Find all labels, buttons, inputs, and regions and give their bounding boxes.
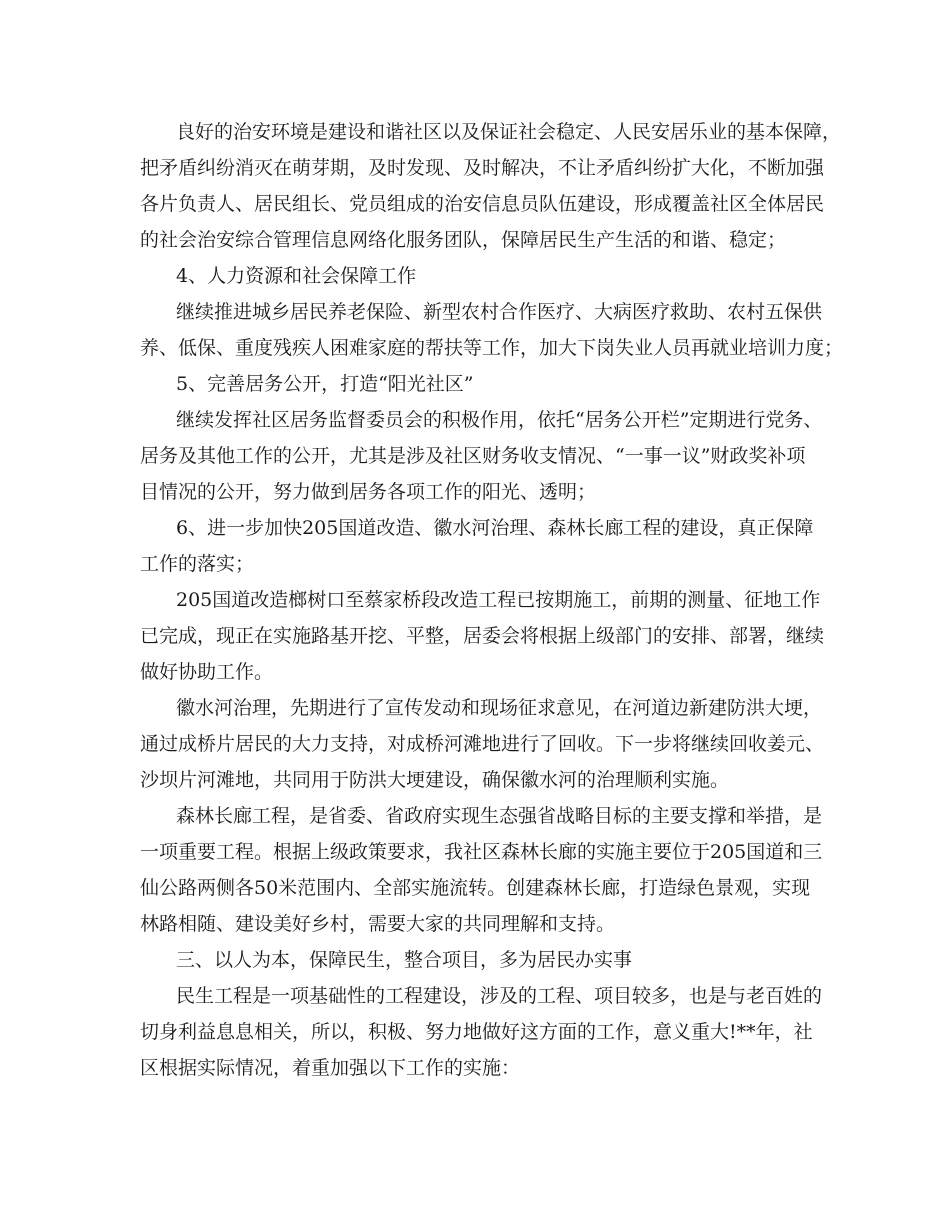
body-text-line: 林路相随、建设美好乡村，需要大家的共同理解和支持。 [140,913,616,935]
section-heading: 三、以人为本，保障民生，整合项目，多为居民办实事 [176,949,633,971]
body-text-line: 已完成，现正在实施路基开挖、平整，居委会将根据上级部门的安排、部署，继续 [140,625,825,647]
body-text-line: 沙坝片河滩地，共同用于防洪大埂建设，确保徽水河的治理顺利实施。 [140,769,730,791]
body-text-line: 区根据实际情况，着重加强以下工作的实施： [140,1057,521,1079]
body-text-line: 目情况的公开，努力做到居务各项工作的阳光、透明； [140,481,597,503]
body-text-line: 徽水河治理，先期进行了宣传发动和现场征求意见，在河道边新建防洪大埂， [176,697,823,719]
body-text-line: 民生工程是一项基础性的工程建设，涉及的工程、项目较多，也是与老百姓的 [176,985,823,1007]
body-text-line: 各片负责人、居民组长、党员组成的治安信息员队伍建设，形成覆盖社区全体居民 [140,193,825,215]
body-text-line: 通过成桥片居民的大力支持，对成桥河滩地进行了回收。下一步将继续回收姜元、 [140,733,825,755]
body-text-line: 把矛盾纠纷消灭在萌芽期，及时发现、及时解决，不让矛盾纠纷扩大化，不断加强 [140,157,825,179]
body-text-line: 的社会治安综合管理信息网络化服务团队，保障居民生产生活的和谐、稳定； [140,229,787,251]
body-text-line: 养、低保、重度残疾人困难家庭的帮扶等工作，加大下岗失业人员再就业培训力度； [140,337,844,359]
body-text-line: 继续发挥社区居务监督委员会的积极作用，依托“居务公开栏”定期进行党务、 [176,409,823,431]
section-heading: 5、完善居务公开，打造“阳光社区” [176,373,474,395]
body-text-line: 居务及其他工作的公开，尤其是涉及社区财务收支情况、“一事一议”财政奖补项 [140,445,806,467]
body-text-line: 仙公路两侧各50米范围内、全部实施流转。创建森林长廊，打造绿色景观，实现 [140,877,811,899]
body-text-line: 继续推进城乡居民养老保险、新型农村合作医疗、大病医疗救助、农村五保供 [176,301,823,323]
body-text-line: 做好协助工作。 [140,661,274,683]
section-heading: 6、进一步加快205国道改造、徽水河治理、森林长廊工程的建设，真正保障 [176,517,814,539]
body-text-line: 森林长廊工程，是省委、省政府实现生态强省战略目标的主要支撑和举措，是 [176,805,823,827]
section-heading: 4、人力资源和社会保障工作 [176,265,417,287]
section-heading: 工作的落实； [140,553,255,575]
body-text-line: 一项重要工程。根据上级政策要求，我社区森林长廊的实施主要位于205国道和三 [140,841,823,863]
body-text-line: 良好的治安环境是建设和谐社区以及保证社会稳定、人民安居乐业的基本保障， [176,121,842,143]
body-text-line: 205国道改造榔树口至蔡家桥段改造工程已按期施工，前期的测量、征地工作 [176,589,821,611]
body-text-line: 切身利益息息相关，所以，积极、努力地做好这方面的工作，意义重大!**年，社 [140,1021,813,1043]
